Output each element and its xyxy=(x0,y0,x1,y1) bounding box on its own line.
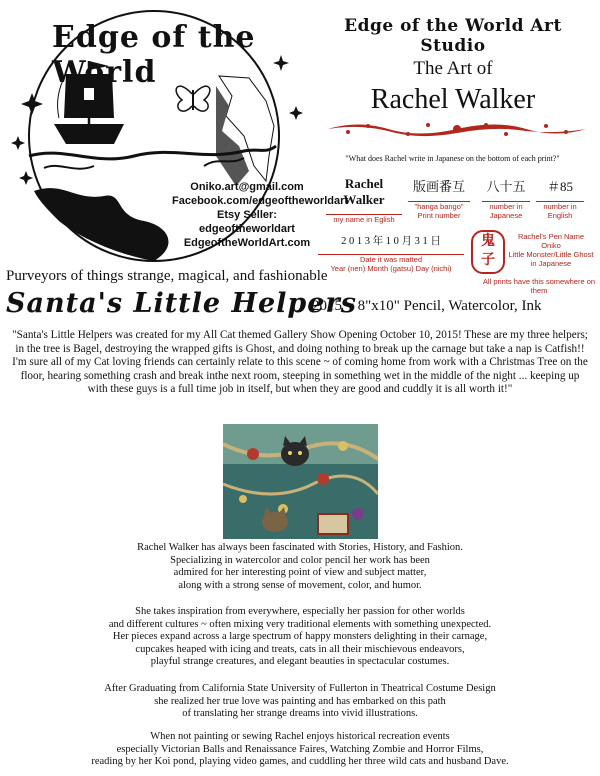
sig-text: 版画番互 xyxy=(412,179,465,194)
sig-key-name xyxy=(326,176,402,224)
bio-line: Specializing in watercolor and color pencil her work has been xyxy=(170,554,430,566)
seal-stamp-icon xyxy=(471,230,505,274)
sig-note: "hanga bango" Print number xyxy=(414,202,464,220)
sig-text: Rachel Walker xyxy=(343,176,385,207)
bio-line: along with a strong sense of movement, color, and humor. xyxy=(178,579,422,591)
pen-name-note: Rachel's Pen Name Oniko Little Monster/Little Ghost in Japanese xyxy=(508,232,594,268)
art-of-label: The Art of xyxy=(413,58,493,79)
bio-line: Her pieces expand across a large spectrum of happy monsters delighting in their carnage, xyxy=(112,631,488,642)
seal-char: 鬼 xyxy=(481,233,495,249)
bio-line: She takes inspiration from everywhere, especially her passion for other worlds xyxy=(135,606,465,617)
work-meta: 2015 ~ 8"x10" Pencil, Watercolor, Ink xyxy=(312,298,542,314)
bio-paragraph-1 xyxy=(40,542,560,592)
signature-question: "What does Rachel write in Japanese on the bottom of each print?" xyxy=(345,154,560,163)
sig-note: number in English xyxy=(543,202,577,220)
bio-line: reading by her Koi pond, playing video games, and cuddling her three wild cats and husband Dave. xyxy=(91,756,509,767)
bio-line: playful strange creatures, and elegant beauties in spectacular costumes. xyxy=(150,656,450,667)
studio-name: Edge of the World Art Studio xyxy=(344,16,562,56)
work-title: Santa's Little Helpers xyxy=(6,288,357,319)
sig-key-print-number xyxy=(408,176,470,220)
artwork-image xyxy=(223,424,378,539)
bio-line: of translating her strange dreams into vivid illustrations. xyxy=(182,708,418,719)
contact-email: Oniko.art@gmail.com xyxy=(190,181,304,193)
contact-etsy: Etsy Seller: edgeoftheworldart xyxy=(199,209,295,235)
contact-facebook: Facebook.com/edgeoftheworldart xyxy=(172,195,349,207)
bio-line: When not painting or sewing Rachel enjoys historical recreation events xyxy=(150,731,450,742)
bio-line: and different cultures ~ often mixing very traditional elements with something unexpected. xyxy=(108,618,492,630)
sig-note: my name in Eglish xyxy=(333,215,395,224)
sig-key-pen-name xyxy=(505,232,597,268)
divider xyxy=(408,195,470,202)
divider xyxy=(326,208,402,215)
bio-line: cupcakes heaped with icing and treats, cats in all their mischievous endeavors, xyxy=(135,643,465,655)
sig-note: Date it was matted Year (nen) Month (gatsu) Day (nichi) xyxy=(330,255,452,273)
sig-key-number-english xyxy=(536,176,584,220)
work-description: "Santa's Little Helpers was created for my All Cat themed Gallery Show Opening October 10, 2015! These are my three helpers; in the tree is Bagel, destroying the wrapped gifts is Ghost, and doing nothing to break up the carnage but take a nap is Catfish!! I'm sure all of my Cat loving friends can certainly relate to this scene ~ of coming home from work with a Christmas Tree on the floor, hearing something crash and break inthe next room, steeping in something wet in the middle of the night ... keeping up with these guys is a full time job in itself, but when they are good and cuddly it is all worth it!" xyxy=(12,329,588,396)
tagline: Purveyors of things strange, magical, and fashionable xyxy=(6,268,328,284)
artwork-illustration xyxy=(223,424,378,539)
bio-paragraph-2 xyxy=(40,606,560,669)
sig-text: 八十五 xyxy=(486,179,526,194)
sig-key-date xyxy=(318,233,464,273)
divider xyxy=(318,248,464,255)
bio-paragraph-3 xyxy=(40,683,560,721)
artist-name: Rachel Walker xyxy=(370,84,536,115)
pen-name-footer: All prints have this somewhere on them xyxy=(482,277,596,295)
sig-key-number-japanese xyxy=(482,176,530,220)
sig-text: 2 0 1 3 年 1 0 月 3 1 日 xyxy=(341,236,441,247)
contact-website: EdgeoftheWorldArt.com xyxy=(183,237,311,249)
sig-note: number in Japanese xyxy=(489,202,523,220)
divider xyxy=(482,195,530,202)
divider xyxy=(536,195,584,202)
bio-line: Rachel Walker has always been fascinated with Stories, History, and Fashion. xyxy=(137,542,463,553)
contact-block xyxy=(172,180,349,250)
bio-paragraph-4 xyxy=(40,731,560,769)
bio-line: After Graduating from California State University of Fullerton in Theatrical Costume Design xyxy=(104,683,496,694)
bio-line: especially Victorian Balls and Renaissance Faires, Watching Zombie and Horror Films, xyxy=(116,743,484,755)
logo-title: Edge of the World xyxy=(52,20,256,90)
bio-line: she realized her true love was painting and has embarked on this path xyxy=(154,695,446,707)
seal-char: 子 xyxy=(481,252,495,268)
flourish-icon xyxy=(328,118,586,140)
bio-line: admired for her interesting point of view and subject matter, xyxy=(173,567,427,578)
sig-text: ＃85 xyxy=(546,179,573,194)
